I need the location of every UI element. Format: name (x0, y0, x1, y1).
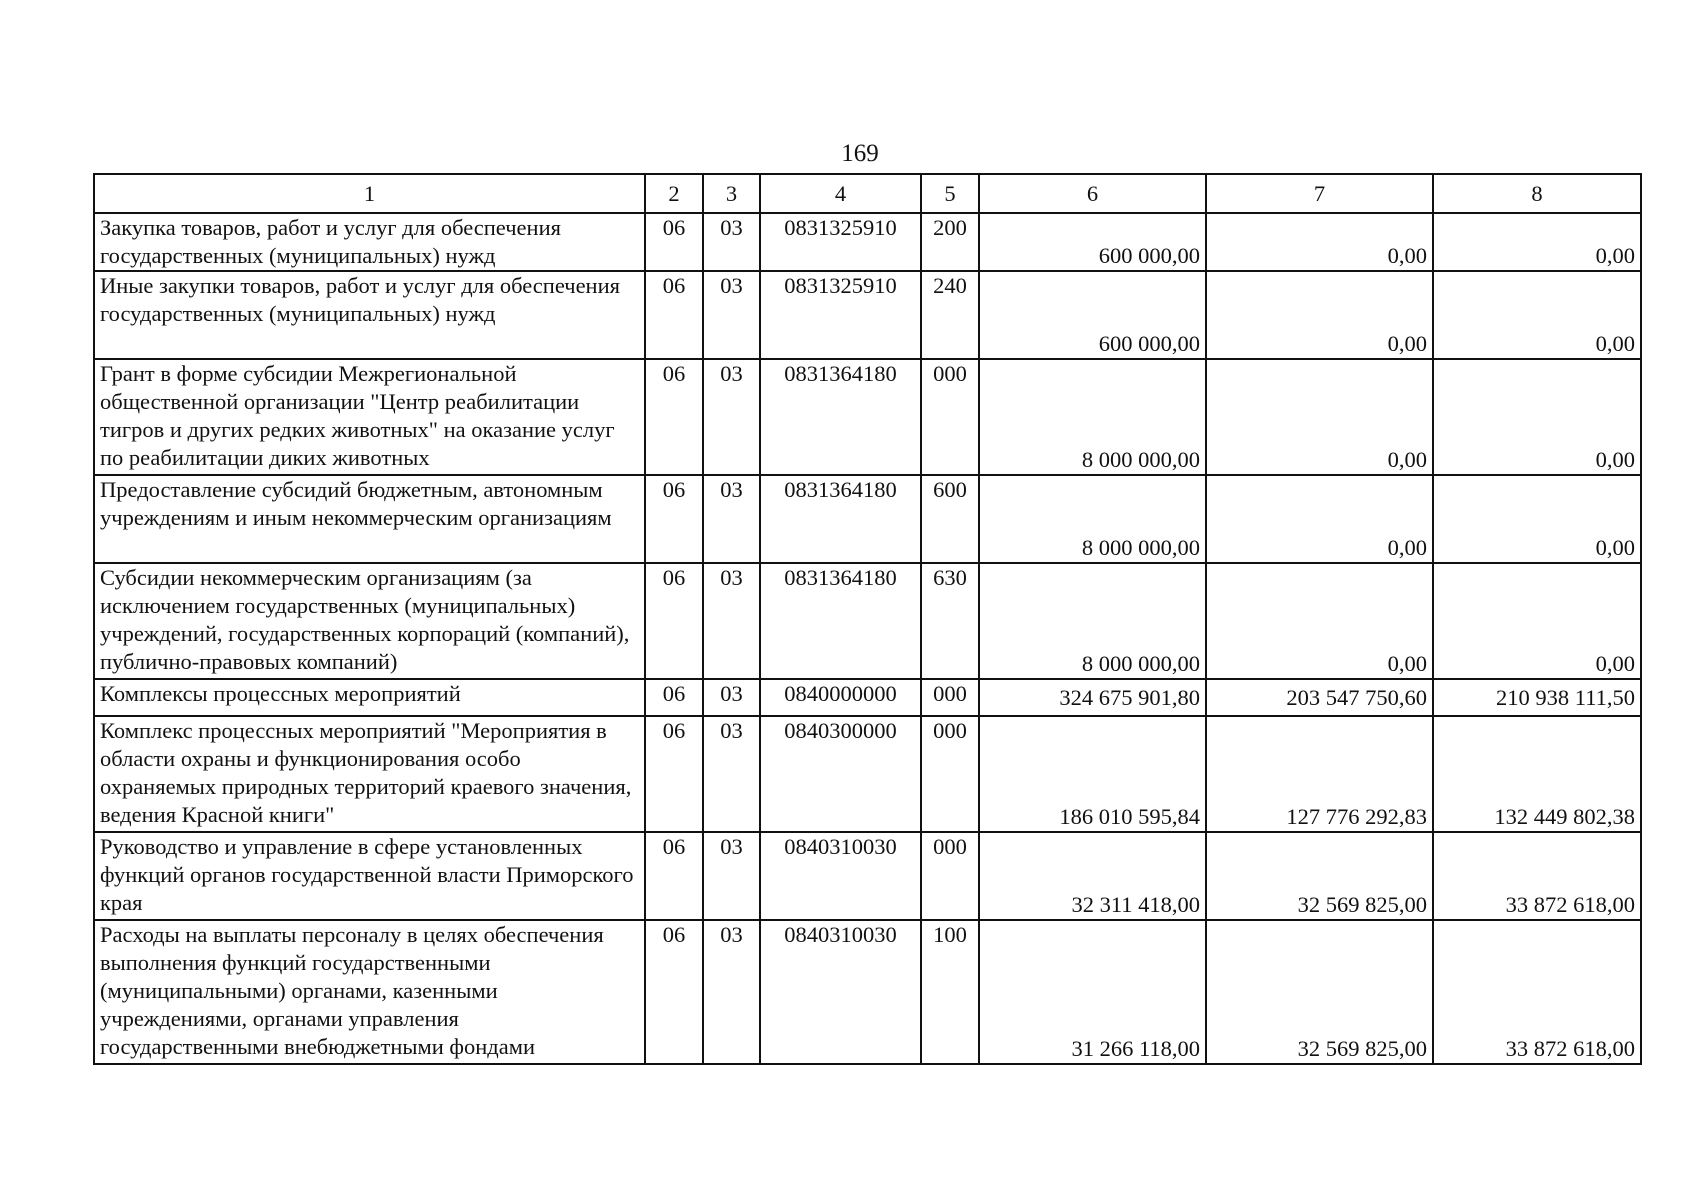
page-number: 169 (841, 140, 879, 167)
row-amount-col6: 8 000 000,00 (979, 475, 1206, 563)
row-subsection: 03 (703, 679, 760, 716)
row-amount-col8: 0,00 (1433, 475, 1641, 563)
row-amount-col7: 0,00 (1206, 213, 1433, 271)
row-subsection: 03 (703, 716, 760, 832)
row-expense-type: 000 (921, 832, 979, 920)
header-cell: 2 (645, 174, 703, 213)
row-amount-col8: 210 938 111,50 (1433, 679, 1641, 716)
row-section: 06 (645, 832, 703, 920)
row-amount-col8: 0,00 (1433, 359, 1641, 475)
row-target-article: 0831364180 (760, 563, 921, 679)
header-cell: 1 (94, 174, 645, 213)
table-row (94, 679, 1641, 716)
row-amount-col8: 0,00 (1433, 213, 1641, 271)
row-amount-col6: 324 675 901,80 (979, 679, 1206, 716)
table-row (94, 832, 1641, 920)
row-target-article: 0831364180 (760, 359, 921, 475)
row-section: 06 (645, 475, 703, 563)
row-amount-col6: 186 010 595,84 (979, 716, 1206, 832)
header-cell: 5 (921, 174, 979, 213)
row-name: Закупка товаров, работ и услуг для обеспечения государственных (муниципальных) нужд (94, 213, 645, 271)
table-header-row (94, 174, 1641, 213)
row-amount-col7: 0,00 (1206, 359, 1433, 475)
row-section: 06 (645, 716, 703, 832)
row-section: 06 (645, 920, 703, 1064)
row-section: 06 (645, 679, 703, 716)
row-amount-col8: 0,00 (1433, 271, 1641, 359)
row-expense-type: 000 (921, 359, 979, 475)
row-name: Предоставление субсидий бюджетным, автономным учреждениям и иным некоммерческим организациям (94, 475, 645, 563)
row-amount-col8: 33 872 618,00 (1433, 832, 1641, 920)
row-name: Расходы на выплаты персоналу в целях обеспечения выполнения функций государственными (муниципальными) органами, казенными учреждениями, органами управления государственными внебюджетными фондами (94, 920, 645, 1064)
row-target-article: 0831364180 (760, 475, 921, 563)
table-row (94, 359, 1641, 475)
row-amount-col7: 0,00 (1206, 271, 1433, 359)
row-section: 06 (645, 213, 703, 271)
table-row (94, 563, 1641, 679)
header-cell: 3 (703, 174, 760, 213)
row-subsection: 03 (703, 475, 760, 563)
row-target-article: 0840310030 (760, 920, 921, 1064)
row-section: 06 (645, 359, 703, 475)
row-amount-col8: 33 872 618,00 (1433, 920, 1641, 1064)
row-subsection: 03 (703, 213, 760, 271)
row-expense-type: 630 (921, 563, 979, 679)
row-expense-type: 200 (921, 213, 979, 271)
row-name: Субсидии некоммерческим организациям (за исключением государственных (муниципальных) учреждений, государственных корпораций (компаний), публично-правовых компаний) (94, 563, 645, 679)
table-row (94, 475, 1641, 563)
row-amount-col8: 0,00 (1433, 563, 1641, 679)
row-subsection: 03 (703, 832, 760, 920)
table-row (94, 716, 1641, 832)
row-name: Грант в форме субсидии Межрегиональной общественной организации "Центр реабилитации тигров и других редких животных" на оказание услуг по реабилитации диких животных (94, 359, 645, 475)
row-amount-col7: 0,00 (1206, 475, 1433, 563)
budget-table (93, 173, 1642, 1065)
row-expense-type: 000 (921, 679, 979, 716)
row-amount-col7: 32 569 825,00 (1206, 920, 1433, 1064)
row-amount-col6: 600 000,00 (979, 213, 1206, 271)
row-section: 06 (645, 563, 703, 679)
header-cell: 4 (760, 174, 921, 213)
row-amount-col7: 0,00 (1206, 563, 1433, 679)
row-expense-type: 240 (921, 271, 979, 359)
header-cell: 6 (979, 174, 1206, 213)
table-row (94, 213, 1641, 271)
row-target-article: 0840310030 (760, 832, 921, 920)
row-name: Руководство и управление в сфере установленных функций органов государственной власти Приморского края (94, 832, 645, 920)
table-row (94, 920, 1641, 1064)
table-row (94, 271, 1641, 359)
row-amount-col7: 127 776 292,83 (1206, 716, 1433, 832)
row-amount-col6: 8 000 000,00 (979, 563, 1206, 679)
row-amount-col6: 600 000,00 (979, 271, 1206, 359)
row-target-article: 0840300000 (760, 716, 921, 832)
row-amount-col6: 31 266 118,00 (979, 920, 1206, 1064)
row-name: Комплексы процессных мероприятий (94, 679, 645, 716)
row-expense-type: 000 (921, 716, 979, 832)
row-target-article: 0840000000 (760, 679, 921, 716)
row-amount-col7: 32 569 825,00 (1206, 832, 1433, 920)
row-amount-col6: 32 311 418,00 (979, 832, 1206, 920)
row-expense-type: 100 (921, 920, 979, 1064)
row-subsection: 03 (703, 271, 760, 359)
row-expense-type: 600 (921, 475, 979, 563)
header-cell: 8 (1433, 174, 1641, 213)
row-amount-col8: 132 449 802,38 (1433, 716, 1641, 832)
row-amount-col7: 203 547 750,60 (1206, 679, 1433, 716)
row-name: Комплекс процессных мероприятий "Мероприятия в области охраны и функционирования особо охраняемых природных территорий краевого значения, ведения Красной книги" (94, 716, 645, 832)
row-target-article: 0831325910 (760, 213, 921, 271)
row-section: 06 (645, 271, 703, 359)
row-subsection: 03 (703, 563, 760, 679)
row-name: Иные закупки товаров, работ и услуг для обеспечения государственных (муниципальных) нужд (94, 271, 645, 359)
row-subsection: 03 (703, 920, 760, 1064)
row-target-article: 0831325910 (760, 271, 921, 359)
row-subsection: 03 (703, 359, 760, 475)
row-amount-col6: 8 000 000,00 (979, 359, 1206, 475)
header-cell: 7 (1206, 174, 1433, 213)
